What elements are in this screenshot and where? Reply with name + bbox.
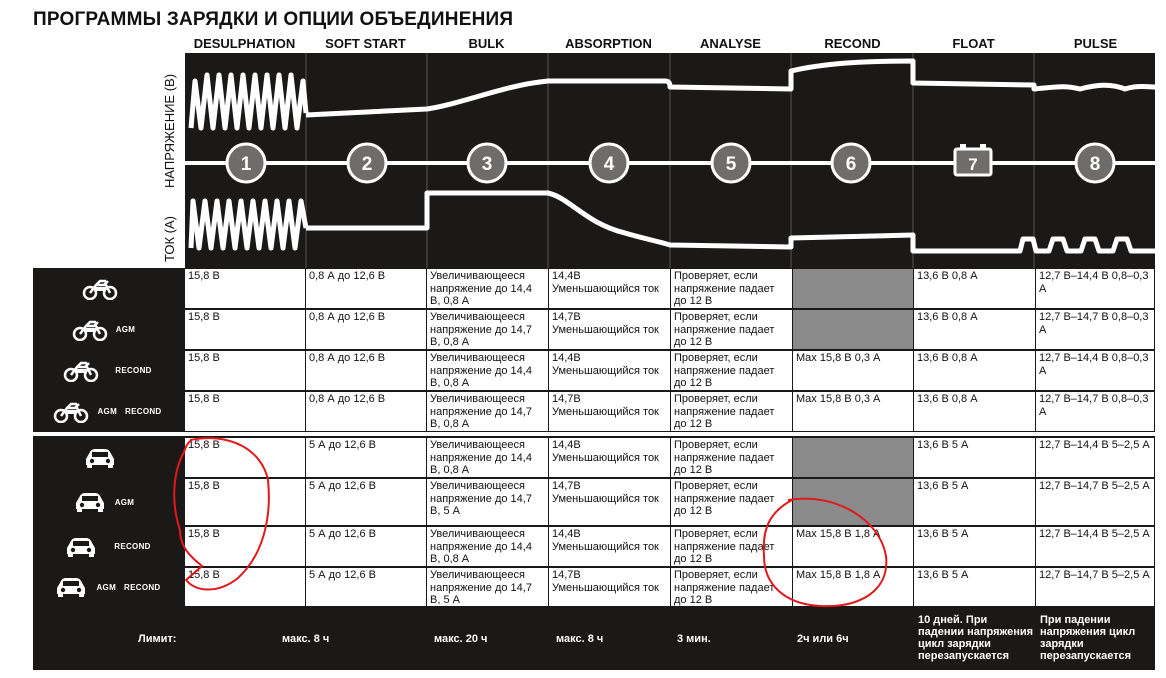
- stage-number-6: 6: [845, 154, 857, 175]
- motorcycle-table-cell: 12,7 В–14,7 В 0,8–0,3 А: [1035, 309, 1155, 350]
- limit-label: Лимит:: [138, 633, 177, 645]
- motorcycle-table-cell: Проверяет, если напряжение падает до 12 В: [670, 391, 793, 432]
- motorcycle-table-cell: 14,7В Уменьшающийся ток: [548, 309, 671, 350]
- motorcycle-table-cell: 15,8 В: [184, 309, 306, 350]
- car-table-cell: 15,8 В: [184, 478, 306, 526]
- motorcycle-table-cell: 15,8 В: [184, 350, 306, 391]
- car-table-cell: 12,7 В–14,7 В 5–2,5 А: [1035, 567, 1155, 607]
- car-table-cell: 5 А до 12,6 В: [305, 567, 427, 607]
- motorcycle-table-cell: 0,8 А до 12,6 В: [305, 350, 427, 391]
- car-mode-tag: RECOND: [124, 582, 161, 592]
- motorcycle-table-cell: Увеличивающееся напряжение до 14,4 В, 0,8 А: [426, 268, 549, 309]
- stage-header-bulk: BULK: [468, 36, 505, 51]
- motorcycle-mode-3: [33, 350, 182, 391]
- motorcycle-table-cell: 14,4В Уменьшающийся ток: [548, 350, 671, 391]
- stage-number-4: 4: [603, 154, 615, 175]
- motorcycle-table-cell: Проверяет, если напряжение падает до 12 В: [670, 350, 793, 391]
- limit-recond: 2ч или 6ч: [797, 633, 849, 645]
- car-table-cell: 15,8 В: [184, 437, 306, 478]
- car-table-cell: Увеличивающееся напряжение до 14,4 В, 0,8 А: [426, 526, 549, 567]
- motorcycle-table-cell: 14,7В Уменьшающийся ток: [548, 391, 671, 432]
- motorcycle-table-cell: [792, 268, 914, 309]
- motorcycle-mode-tag: RECOND: [115, 366, 152, 375]
- car-icon: [83, 447, 117, 469]
- car-table-cell: Увеличивающееся напряжение до 14,4 В, 0,8 А: [426, 437, 549, 478]
- car-table-cell: 13,6 В 5 А: [913, 478, 1036, 526]
- car-mode-2: [33, 478, 182, 526]
- car-table-cell: 14,4В Уменьшающийся ток: [548, 526, 671, 567]
- car-icon: [54, 576, 88, 598]
- stage-header-recond: RECOND: [824, 36, 881, 51]
- motorcycle-table-cell: 13,6 В 0,8 А: [913, 309, 1036, 350]
- stage-header-absorption: ABSORPTION: [565, 36, 652, 51]
- page-title: ПРОГРАММЫ ЗАРЯДКИ И ОПЦИИ ОБЪЕДИНЕНИЯ: [33, 9, 514, 30]
- car-table-cell: Max 15,8 В 1,8 А: [792, 526, 914, 567]
- motorcycle-table-cell: [792, 309, 914, 350]
- limit-absorption: макс. 8 ч: [556, 633, 604, 645]
- limit-soft-start: макс. 8 ч: [282, 633, 330, 645]
- stage-number-2: 2: [361, 154, 373, 175]
- motorcycle-table-cell: 0,8 А до 12,6 В: [305, 268, 427, 309]
- limit-float: 10 дней. При падении напряжения цикл зарядки перезапускается: [918, 614, 1034, 662]
- limit-pulse: При падении напряжения цикл зарядки перезапускается: [1040, 614, 1136, 662]
- motorcycle-table-cell: Увеличивающееся напряжение до 14,4 В, 0,8 А: [426, 350, 549, 391]
- motorcycle-table-cell: 12,7 В–14,7 В 0,8–0,3 А: [1035, 391, 1155, 432]
- motorcycle-table-cell: 0,8 А до 12,6 В: [305, 309, 427, 350]
- motorcycle-mode-tag: RECOND: [125, 407, 162, 416]
- car-mode-4: [33, 567, 182, 607]
- stage-header-desulphation: DESULPHATION: [193, 36, 296, 51]
- car-table-cell: Проверяет, если напряжение падает до 12 В: [670, 526, 793, 567]
- car-table-cell: 13,6 В 5 А: [913, 567, 1036, 607]
- limit-bulk: макс. 20 ч: [434, 633, 488, 645]
- car-table-cell: [792, 478, 914, 526]
- motorcycle-mode-tag: AGM: [115, 325, 136, 334]
- car-table-cell: 12,7 В–14,7 В 5–2,5 А: [1035, 478, 1155, 526]
- motorcycle-table-cell: 12,7 В–14,4 В 0,8–0,3 А: [1035, 350, 1155, 391]
- car-mode-tag: AGM: [114, 497, 135, 507]
- stage-number-5: 5: [725, 154, 737, 175]
- motorcycle-table-cell: Увеличивающееся напряжение до 14,7 В, 0,8 А: [426, 309, 549, 350]
- car-table-cell: Увеличивающееся напряжение до 14,7 В, 5 А: [426, 567, 549, 607]
- car-table-cell: Проверяет, если напряжение падает до 12 В: [670, 437, 793, 478]
- car-mode-tag: AGM: [96, 582, 117, 592]
- motorcycle-icon: [63, 360, 99, 382]
- car-table-cell: 5 А до 12,6 В: [305, 437, 427, 478]
- motorcycle-mode-2: [33, 309, 182, 350]
- motorcycle-table-cell: 15,8 В: [184, 268, 306, 309]
- motorcycle-table-cell: 12,7 В–14,4 В 0,8–0,3 А: [1035, 268, 1155, 309]
- motorcycle-table-cell: Max 15,8 В 0,3 А: [792, 391, 914, 432]
- car-table-cell: 5 А до 12,6 В: [305, 526, 427, 567]
- motorcycle-mode-tag: AGM: [97, 407, 118, 416]
- stage-number-3: 3: [481, 154, 493, 175]
- car-table-cell: 13,6 В 5 А: [913, 437, 1036, 478]
- car-table-cell: 14,7В Уменьшающийся ток: [548, 478, 671, 526]
- stage-number-1: 1: [240, 154, 252, 175]
- stage-number-8: 8: [1089, 154, 1101, 175]
- motorcycle-table-cell: 13,6 В 0,8 А: [913, 391, 1036, 432]
- car-icon: [64, 536, 98, 558]
- limit-analyse: 3 мин.: [677, 633, 711, 645]
- stage-header-pulse: PULSE: [1073, 36, 1118, 51]
- stage-number-7: 7: [968, 155, 978, 174]
- car-table-cell: Max 15,8 В 1,8 А: [792, 567, 914, 607]
- motorcycle-table-cell: 15,8 В: [184, 391, 306, 432]
- motorcycle-icon: [72, 319, 108, 341]
- car-table-cell: 5 А до 12,6 В: [305, 478, 427, 526]
- stage-header-soft-start: SOFT START: [325, 36, 406, 51]
- motorcycle-table-cell: Проверяет, если напряжение падает до 12 В: [670, 268, 793, 309]
- car-table-cell: 12,7 В–14,4 В 5–2,5 А: [1035, 526, 1155, 567]
- car-mode-1: [33, 437, 182, 478]
- motorcycle-mode-4: [33, 391, 182, 432]
- car-table-cell: 14,7В Уменьшающийся ток: [548, 567, 671, 607]
- car-table-cell: 15,8 В: [184, 567, 306, 607]
- stage-header-analyse: ANALYSE: [700, 36, 761, 51]
- voltage-axis-label: НАПРЯЖЕНИЕ (В): [162, 73, 177, 188]
- car-icon: [73, 491, 107, 513]
- motorcycle-table-cell: Увеличивающееся напряжение до 14,7 В, 0,8 А: [426, 391, 549, 432]
- car-mode-3: [33, 526, 182, 567]
- motorcycle-table-cell: Max 15,8 В 0,3 А: [792, 350, 914, 391]
- motorcycle-icon: [53, 401, 89, 423]
- motorcycle-table-cell: Проверяет, если напряжение падает до 12 В: [670, 309, 793, 350]
- motorcycle-table-cell: 0,8 А до 12,6 В: [305, 391, 427, 432]
- car-table-cell: Проверяет, если напряжение падает до 12 В: [670, 478, 793, 526]
- charging-curve-diagram: [185, 53, 1155, 268]
- motorcycle-table-cell: 13,6 В 0,8 А: [913, 350, 1036, 391]
- stage-header-float: FLOAT: [952, 36, 995, 51]
- motorcycle-icon: [82, 278, 118, 300]
- car-table-cell: [792, 437, 914, 478]
- motorcycle-mode-1: [33, 268, 182, 309]
- car-table-cell: 15,8 В: [184, 526, 306, 567]
- current-axis-label: ТОК (А): [162, 216, 177, 262]
- motorcycle-table-cell: 14,4В Уменьшающийся ток: [548, 268, 671, 309]
- motorcycle-table-cell: 13,6 В 0,8 А: [913, 268, 1036, 309]
- car-table-cell: 14,4В Уменьшающийся ток: [548, 437, 671, 478]
- car-table-cell: Проверяет, если напряжение падает до 12 В: [670, 567, 793, 607]
- car-table-cell: 13,6 В 5 А: [913, 526, 1036, 567]
- car-mode-tag: RECOND: [114, 542, 151, 551]
- car-table-cell: 12,7 В–14,4 В 5–2,5 А: [1035, 437, 1155, 478]
- car-table-cell: Увеличивающееся напряжение до 14,7 В, 5 А: [426, 478, 549, 526]
